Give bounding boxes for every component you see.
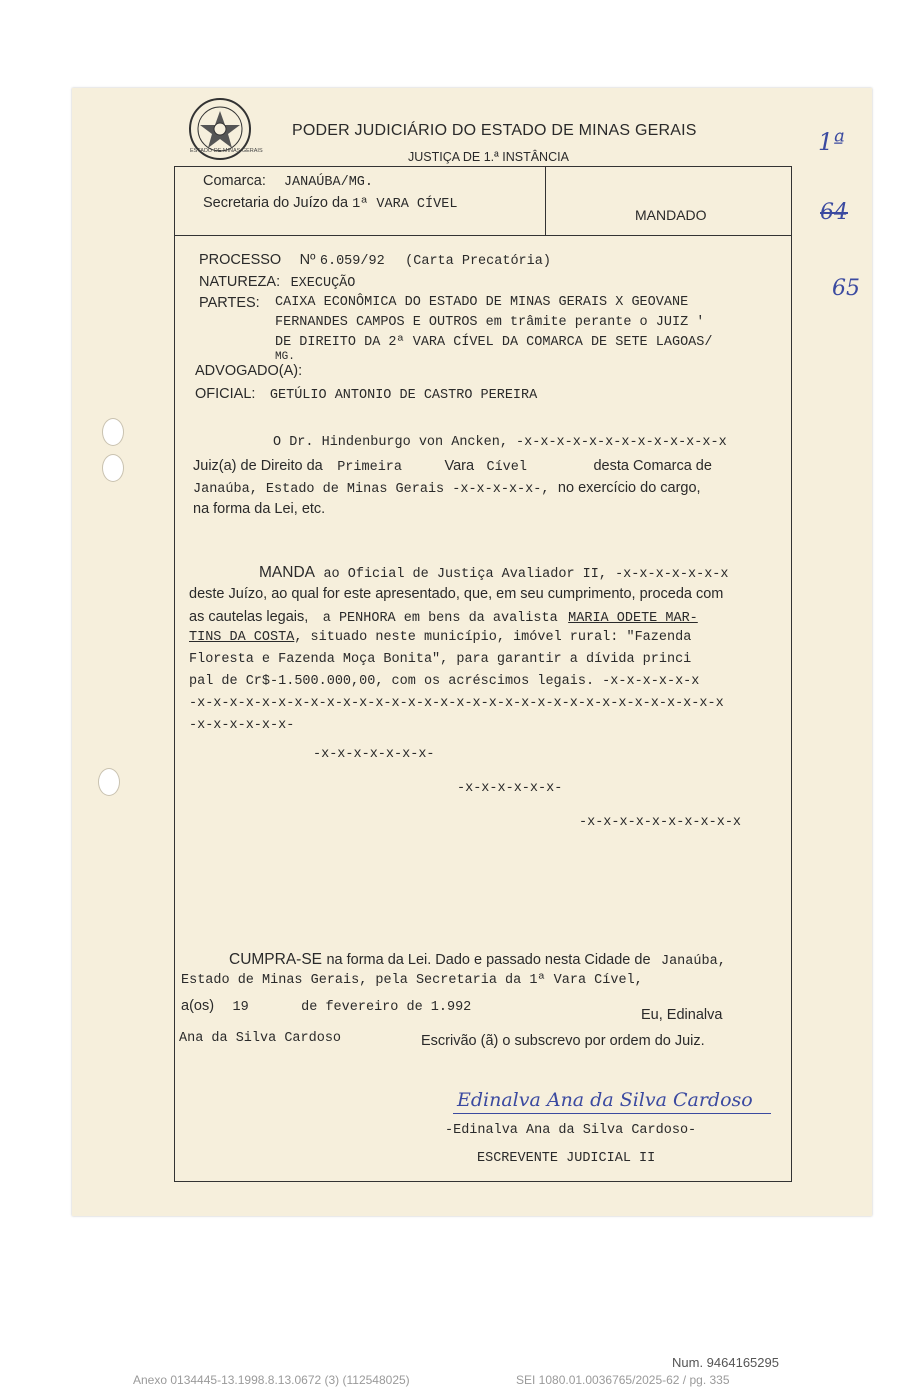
vara-name: Primeira bbox=[337, 460, 403, 475]
footer-num: Num. 9464165295 bbox=[672, 1355, 779, 1370]
day-value: 19 bbox=[232, 1000, 249, 1015]
punch-hole bbox=[102, 454, 124, 482]
aos-label: a(os) bbox=[181, 998, 215, 1014]
header-box bbox=[175, 167, 791, 236]
na-forma-text: na forma da Lei, etc. bbox=[193, 501, 326, 517]
manda-text: ao Oficial de Justiça Avaliador II, -x-x-x-x-x-x-x bbox=[323, 567, 729, 582]
margin-note: 65 bbox=[832, 276, 860, 301]
manda-label: MANDA bbox=[259, 564, 315, 581]
comarca-value: JANAÚBA/MG. bbox=[283, 175, 374, 190]
secretaria-label: Secretaria do Juízo da bbox=[203, 195, 349, 211]
footer-sei: SEI 1080.01.0036765/2025-62 / pg. 335 bbox=[516, 1373, 730, 1387]
seal-text: ESTADO DE MINAS GERAIS bbox=[190, 148, 263, 154]
city-name: Janaúba, bbox=[660, 954, 726, 969]
oficial-label: OFICIAL: bbox=[195, 386, 256, 402]
desta-comarca: desta Comarca de bbox=[593, 458, 712, 474]
cumpra-label: CUMPRA-SE bbox=[229, 951, 323, 968]
processo-value: 6.059/92 bbox=[319, 254, 385, 269]
x-fill-line: -x-x-x-x-x-x-x- bbox=[313, 747, 435, 762]
floresta-line: Floresta e Fazenda Moça Bonita", para garantir a dívida princi bbox=[189, 652, 692, 667]
x-fill-line: -x-x-x-x-x-x- bbox=[457, 781, 563, 796]
imovel-text: , situado neste município, imóvel rural: "Fazenda bbox=[294, 630, 692, 645]
advogado-label: ADVOGADO(A): bbox=[195, 363, 303, 379]
doc-type: MANDADO bbox=[635, 207, 707, 223]
cumpra-text: na forma da Lei. Dado e passado nesta Cidade de bbox=[326, 952, 651, 968]
judge-line: O Dr. Hindenburgo von Ancken, -x-x-x-x-x-x-x-x-x-x-x-x-x bbox=[273, 435, 727, 450]
secretaria-value: 1ª VARA CÍVEL bbox=[352, 197, 458, 212]
punch-hole bbox=[98, 768, 120, 796]
comarca-label: Comarca: bbox=[203, 173, 266, 189]
juiz-label: Juiz(a) de Direito da bbox=[193, 458, 323, 474]
processo-label: PROCESSO bbox=[199, 252, 282, 268]
natureza-label: NATUREZA: bbox=[199, 274, 281, 290]
vara-civel: Cível bbox=[486, 460, 527, 475]
clerk-title: ESCREVENTE JUDICIAL II bbox=[477, 1151, 656, 1166]
partes-line: CAIXA ECONÔMICA DO ESTADO DE MINAS GERAIS X GEOVANE bbox=[275, 295, 689, 310]
partes-line: FERNANDES CAMPOS E OUTROS em trâmite perante o JUIZ ' bbox=[275, 315, 705, 330]
date-value: de fevereiro de 1.992 bbox=[301, 1000, 472, 1015]
avalista-name: MARIA ODETE MAR- bbox=[568, 611, 698, 626]
partes-label: PARTES: bbox=[199, 295, 260, 311]
document-page bbox=[72, 88, 872, 1216]
natureza-value: EXECUÇÃO bbox=[290, 276, 356, 291]
avalista-name-rest: TINS DA COSTA bbox=[189, 630, 295, 645]
deste-juizo-text: deste Juízo, ao qual for este apresentado, que, em seu cumprimento, proceda com bbox=[189, 586, 724, 602]
x-fill-line: -x-x-x-x-x-x-x-x-x-x bbox=[579, 815, 742, 830]
court-header-subtitle: JUSTIÇA DE 1.ª INSTÂNCIA bbox=[408, 150, 569, 164]
punch-hole bbox=[102, 418, 124, 446]
typed-name: -Edinalva Ana da Silva Cardoso- bbox=[445, 1123, 697, 1138]
margin-note: 1ª bbox=[818, 128, 845, 156]
processo-note: (Carta Precatória) bbox=[405, 254, 551, 269]
exercicio-text: no exercício do cargo, bbox=[557, 480, 701, 496]
escrivao-text: Escrivão (ã) o subscrevo por ordem do Juiz. bbox=[421, 1033, 705, 1049]
penhora-text: a PENHORA em bens da avalista bbox=[322, 611, 558, 626]
cautelas-text: as cautelas legais, bbox=[189, 609, 309, 625]
eu-text: Eu, Edinalva bbox=[641, 1007, 723, 1023]
footer-anexo: Anexo 0134445-13.1998.8.13.0672 (3) (112548025) bbox=[133, 1373, 410, 1387]
clerk-name: Ana da Silva Cardoso bbox=[179, 1031, 342, 1046]
vara-word: Vara bbox=[444, 458, 475, 474]
estado-line: Estado de Minas Gerais, pela Secretaria da 1ª Vara Cível, bbox=[181, 973, 643, 988]
janauba-line: Janaúba, Estado de Minas Gerais -x-x-x-x-x-, bbox=[193, 482, 550, 497]
x-fill-line: -x-x-x-x-x-x- bbox=[189, 718, 295, 733]
signature-underline bbox=[453, 1113, 771, 1114]
partes-line: MG. bbox=[275, 351, 295, 363]
valor-line: pal de Cr$-1.500.000,00, com os acréscimos legais. -x-x-x-x-x-x bbox=[189, 674, 700, 689]
court-header-title: PODER JUDICIÁRIO DO ESTADO DE MINAS GERAIS bbox=[292, 122, 697, 139]
handwritten-signature: Edinalva Ana da Silva Cardoso bbox=[457, 1089, 753, 1111]
margin-note: 64 bbox=[820, 200, 848, 225]
oficial-value: GETÚLIO ANTONIO DE CASTRO PEREIRA bbox=[269, 388, 538, 403]
mandado-frame bbox=[174, 166, 792, 1182]
partes-line: DE DIREITO DA 2ª VARA CÍVEL DA COMARCA DE SETE LAGOAS/ bbox=[275, 335, 713, 350]
x-fill-line: -x-x-x-x-x-x-x-x-x-x-x-x-x-x-x-x-x-x-x-x-x-x-x-x-x-x-x-x-x-x-x-x-x bbox=[189, 696, 724, 711]
processo-no: Nº bbox=[299, 252, 316, 268]
